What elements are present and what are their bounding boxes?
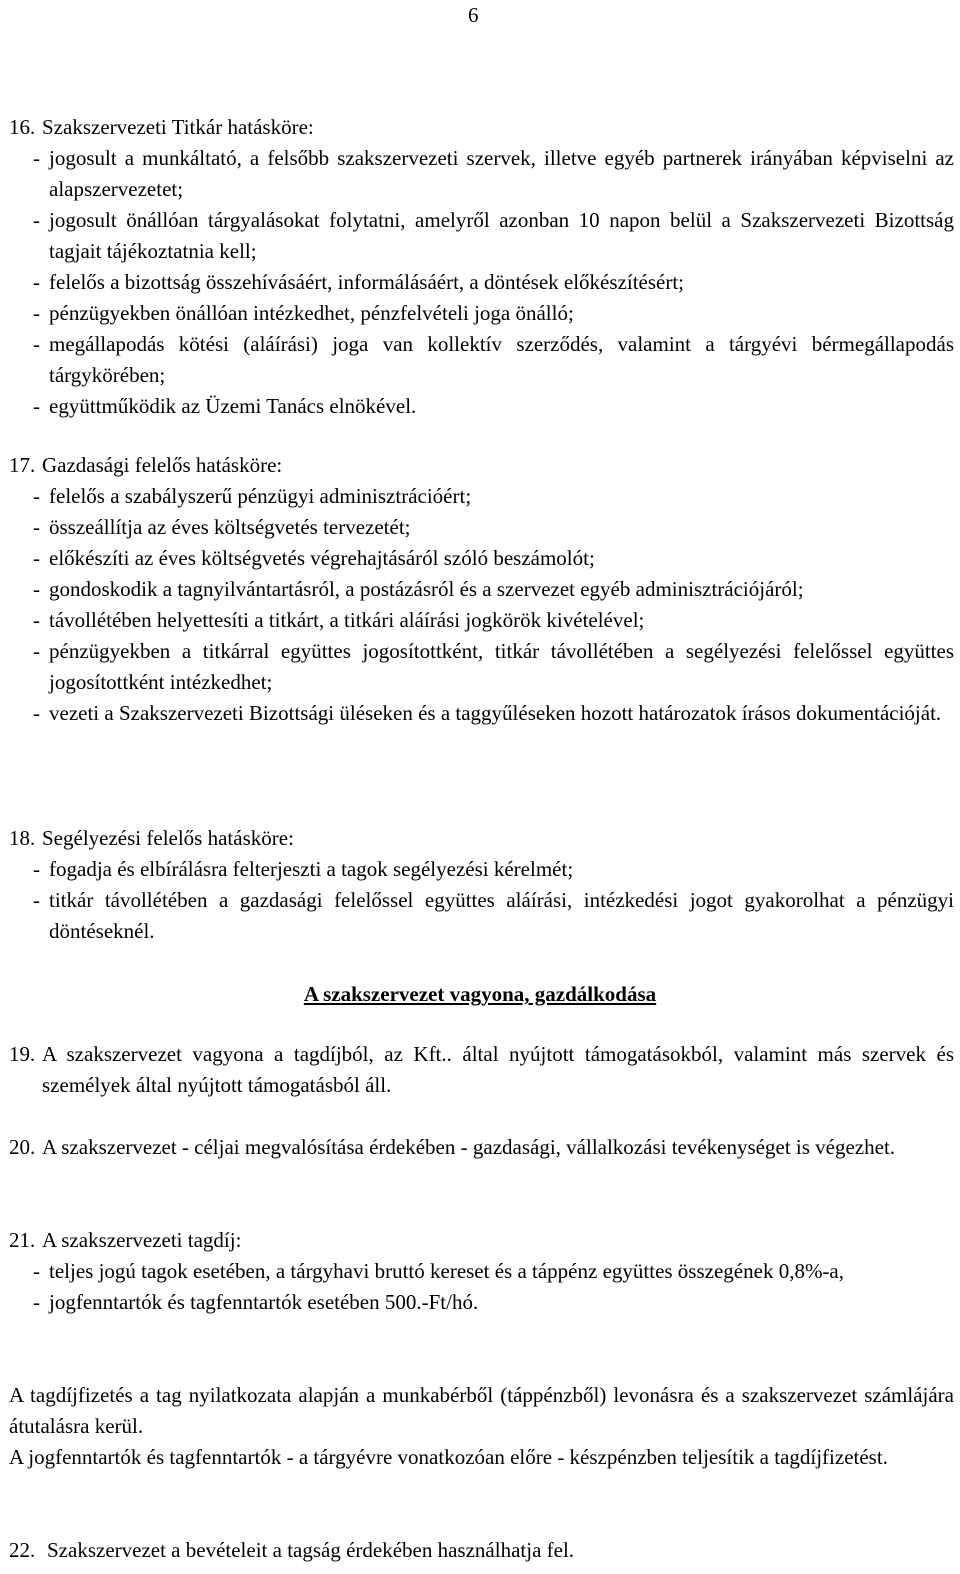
section-number: 18. — [9, 826, 36, 850]
list-item: - együttműködik az Üzemi Tanács elnökével. — [33, 394, 417, 418]
section-17 — [9, 450, 954, 729]
list-item: - pénzügyekben önállóan intézkedhet, pénzfelvételi joga önálló; — [33, 301, 574, 325]
section-number: 17. — [9, 453, 36, 477]
paragraph-tagdij-fizetes: A tagdíjfizetés a tag nyilatkozata alapján a munkabérből (táppénzből) levonásra és a szakszervezet számlájára átutalásra kerül. — [9, 1383, 954, 1438]
paragraph-22 — [9, 1535, 954, 1566]
paragraph-text: Szakszervezet a bevételeit a tagság érdekében használhatja fel. — [47, 1538, 575, 1562]
list-item: - jogosult önállóan tárgyalásokat folytatni, amelyről azonban 10 napon belül a Szakszervezeti Bizottság tagjait tájékoztatnia kell; — [33, 208, 954, 263]
list-item: - vezeti a Szakszervezeti Bizottsági üléseken és a taggyűléseken hozott határozatok írásos dokumentációját. — [33, 701, 942, 725]
paragraph-20 — [9, 1132, 954, 1163]
section-number: 21. — [9, 1228, 36, 1252]
list-item: - felelős a bizottság összehívásáért, informálásáért, a döntések előkészítésért; — [33, 270, 685, 294]
list-item: - jogfenntartók és tagfenntartók esetében 500.-Ft/hó. — [33, 1290, 479, 1314]
section-16 — [9, 112, 954, 422]
paragraph-number: 19. — [9, 1042, 36, 1066]
section-21 — [9, 1225, 954, 1318]
paragraph-text: A szakszervezet - céljai megvalósítása érdekében - gazdasági, vállalkozási tevékenységet is végezhet. — [42, 1135, 896, 1159]
list-item: - gondoskodik a tagnyilvántartásról, a postázásról és a szervezet egyéb adminisztrációjáról; — [33, 577, 804, 601]
section-heading — [9, 450, 954, 481]
list-item: - fogadja és elbírálásra felterjeszti a tagok segélyezési kérelmét; — [33, 857, 574, 881]
list-item: - összeállítja az éves költségvetés tervezetét; — [33, 515, 411, 539]
list-item: - megállapodás kötési (aláírási) joga van kollektív szerződés, valamint a tárgyévi bérmegállapodás tárgykörében; — [33, 332, 954, 387]
section-title: Gazdasági felelős hatásköre: — [42, 453, 283, 477]
list-item: - pénzügyekben a titkárral együttes jogosítottként, titkár távollétében a segélyezési felelőssel együttes jogosítottként intézkedhet; — [33, 639, 954, 694]
list-item: - jogosult a munkáltató, a felsőbb szakszervezeti szervek, illetve egyéb partnerek irányában képviselni az alapszervezetet; — [33, 146, 954, 201]
paragraph-number: 22. — [9, 1538, 36, 1562]
section-heading — [9, 823, 954, 854]
section-heading — [9, 112, 954, 143]
paragraph-jogfenntartok: A jogfenntartók és tagfenntartók - a tárgyévre vonatkozóan előre - készpénzben teljesítik a tagdíjfizetést. — [9, 1445, 888, 1469]
chapter-heading: A szakszervezet vagyona, gazdálkodása — [303, 982, 657, 1006]
section-number: 16. — [9, 115, 36, 139]
page-number: 6 — [468, 3, 479, 27]
section-heading — [9, 1225, 954, 1256]
paragraph-number: 20. — [9, 1135, 36, 1159]
list-item: - felelős a szabályszerű pénzügyi adminisztrációért; — [33, 484, 472, 508]
list-item: - titkár távollétében a gazdasági felelőssel együttes aláírási, intézkedési jogot gyakorolhat a pénzügyi döntéseknél. — [33, 888, 954, 943]
paragraph-text: A szakszervezet vagyona a tagdíjból, az Kft.. által nyújtott támogatásokból, valamint más szervek és személyek által nyújtott támogatásból áll. — [42, 1042, 954, 1097]
section-title: Szakszervezeti Titkár hatásköre: — [42, 115, 314, 139]
section-18 — [9, 823, 954, 947]
list-item: - előkészíti az éves költségvetés végrehajtásáról szóló beszámolót; — [33, 546, 595, 570]
section-title: Segélyezési felelős hatásköre: — [42, 826, 294, 850]
section-title: A szakszervezeti tagdíj: — [42, 1228, 242, 1252]
paragraph-19 — [9, 1039, 954, 1101]
list-item: - távollétében helyettesíti a titkárt, a titkári aláírási jogkörök kivételével; — [33, 608, 645, 632]
list-item: - teljes jogú tagok esetében, a tárgyhavi bruttó kereset és a táppénz együttes összegének 0,8%-a, — [33, 1259, 844, 1283]
